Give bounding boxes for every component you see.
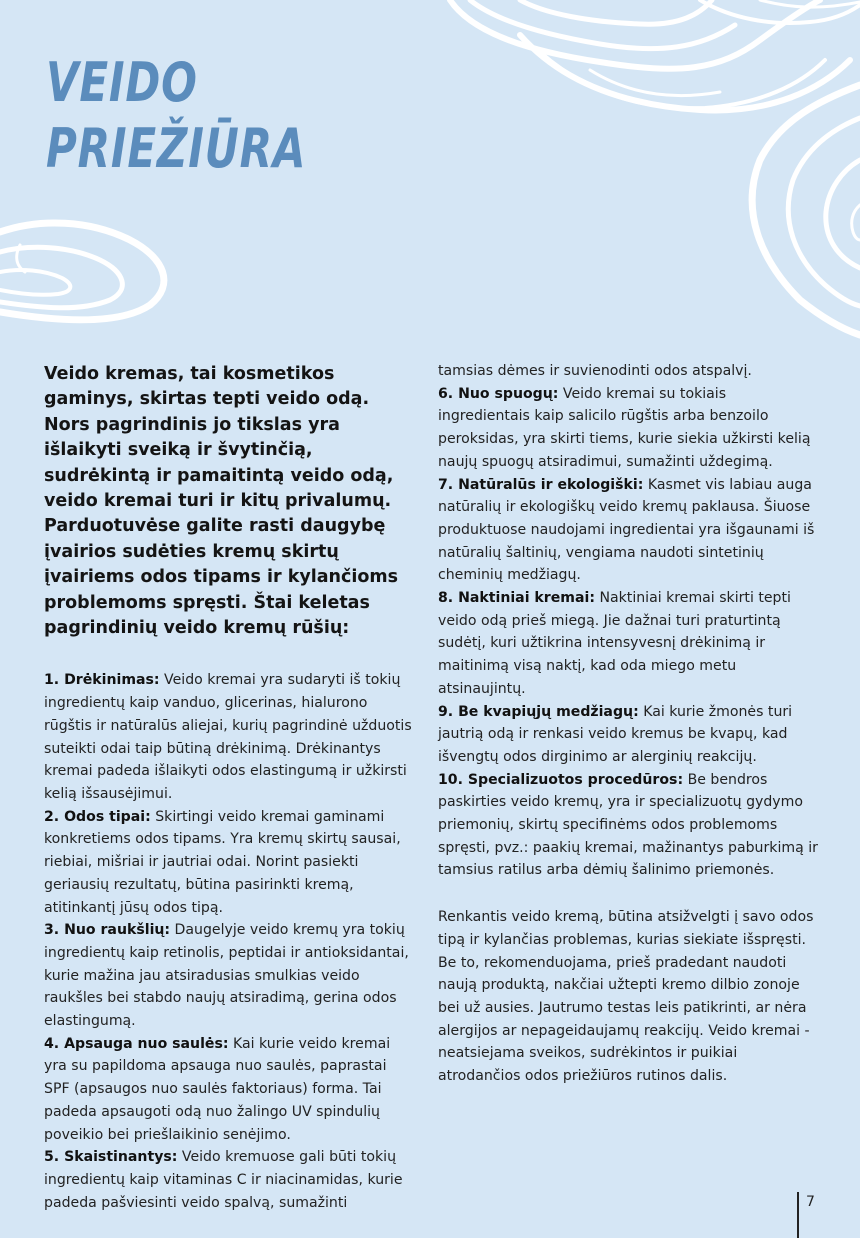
list-item-text: Daugelyje veido kremų yra tokių ingredientų kaip retinolis, peptidai ir antioksidantai, kurie mažina jau atsiradusias smulkias veido raukšles bei stabdo naujų atsiradimą, gerina odos elastingumą. bbox=[44, 922, 409, 1030]
page-number-divider bbox=[797, 1192, 799, 1238]
list-item-text: Veido kremai su tokiais ingredientais kaip salicilo rūgštis arba benzoilo peroksidas, yra skirti tiems, kurie siekia užkirsti kelią naujų spuogų atsiradimui, sumažinti uždegimą. bbox=[438, 385, 811, 470]
list-item bbox=[44, 1033, 416, 1147]
list-item-text: Kasmet vis labiau auga natūralių ir ekologiškų veido kremų paklausa. Šiuose produktuose naudojami ingredientai yra išgaunami iš natūralių šaltinių, vengiama naudoti sintetinių cheminių medžiagų. bbox=[438, 476, 815, 584]
list-item-text: Veido kremai yra sudaryti iš tokių ingredientų kaip vanduo, glicerinas, hialurono rūgštis ir natūralūs aliejai, kurių pagrindinė užduotis suteikti odai taip būtiną drėkinimą. Drėkinantys kremai padeda išlaikyti odos elastingumą ir užkirsti kelią išsausėjimui. bbox=[44, 672, 412, 802]
list-item-text: Veido kremuose gali būti tokių ingredientų kaip vitaminas C ir niacinamidas, kurie padeda pašviesinti veido spalvą, sumažinti bbox=[44, 1149, 403, 1211]
conclusion-paragraph: Renkantis veido kremą, būtina atsižvelgti į savo odos tipą ir kylančias problemas, kurias siekiate išspręsti. Be to, rekomenduojama, prieš pradedant naudoti naują produktą, nakčiai užtepti kremo dilbio zonoje bei už ausies. Jautrumo testas leis patikrinti, ar nėra alergijos ar nepageidaujamų reakcijų. Veido kremai - neatsiejama sveikos, sudrėkintos ir puikiai atrodančios odos priežiūros rutinos dalis. bbox=[438, 909, 814, 1085]
title-line-1: VEIDO bbox=[46, 51, 198, 114]
list-item-continuation: tamsias dėmes ir suvienodinti odos atspalvį. bbox=[438, 363, 752, 379]
list-item-text: Be bendros paskirties veido kremų, yra ir specializuotų gydymo priemonių, skirtų specifinėms odos problemoms spręsti, pvz.: paakių kremai, mažinantys paburkimą ir tamsius ratilus arba dėmių šalinimo priemonės. bbox=[438, 771, 818, 879]
title-line-2: PRIEŽIŪRA bbox=[46, 117, 307, 180]
list-item-text: Naktiniai kremai skirti tepti veido odą prieš miegą. Jie dažnai turi praturtintą sudėtį, kuri užtikrina intensyvesnį drėkinimą ir maitinimą visą naktį, kad oda miego metu atsinaujintų. bbox=[438, 590, 791, 697]
list-item-heading: 9. Be kvapiųjų medžiagų: bbox=[438, 703, 639, 720]
right-column bbox=[438, 360, 818, 1088]
list-item-heading: 8. Naktiniai kremai: bbox=[438, 590, 595, 607]
left-column bbox=[44, 362, 416, 1214]
list-item bbox=[44, 806, 416, 920]
list-item-text: Skirtingi veido kremai gaminami konkretiems odos tipams. Yra kremų skirtų sausai, riebiai, mišriai ir jautriai odai. Norint pasiekti geriausių rezultatų, būtina pasirinkti kremą, atitinkantį jūsų odos tipą. bbox=[44, 808, 401, 916]
list-item-heading: 3. Nuo raukšlių: bbox=[44, 922, 171, 939]
list-item bbox=[44, 669, 416, 805]
list-item bbox=[438, 769, 818, 883]
list-item-heading: 5. Skaistinantys: bbox=[44, 1149, 178, 1166]
list-item-heading: 4. Apsauga nuo saulės: bbox=[44, 1035, 229, 1052]
list-item bbox=[438, 383, 818, 474]
list-item-text: Kai kurie žmonės turi jautrią odą ir renkasi veido kremus be kvapų, kad išvengtų odos dirginimo ar alerginių reakcijų. bbox=[438, 703, 793, 765]
list-item-heading: 6. Nuo spuogų: bbox=[438, 385, 559, 402]
page-number: 7 bbox=[806, 1194, 815, 1210]
list-item-heading: 2. Odos tipai: bbox=[44, 808, 151, 825]
list-item bbox=[438, 474, 818, 588]
list-item bbox=[438, 701, 818, 769]
list-item-heading: 1. Drėkinimas: bbox=[44, 672, 160, 689]
list-item bbox=[44, 919, 416, 1033]
list-item-heading: 7. Natūralūs ir ekologiški: bbox=[438, 476, 644, 493]
list-item bbox=[438, 587, 818, 701]
page-title bbox=[46, 50, 306, 182]
list-item-text: Kai kurie veido kremai yra su papildoma apsauga nuo saulės, paprastai SPF (apsaugos nuo saulės faktoriaus) forma. Tai padeda apsaugoti odą nuo žalingo UV spindulių poveikio bei priešlaikinio senėjimo. bbox=[44, 1035, 391, 1143]
list-item bbox=[44, 1146, 416, 1214]
list-item-heading: 10. Specializuotos procedūros: bbox=[438, 771, 684, 788]
intro-paragraph: Veido kremas, tai kosmetikos gaminys, skirtas tepti veido odą. Nors pagrindinis jo tikslas yra išlaikyti sveiką ir švytinčią, sudrėkintą ir pamaitintą veido odą, veido kremai turi ir kitų privalumų. Parduotuvėse galite rasti daugybę įvairios sudėties kremų skirtų įvairiems odos tipams ir kylančioms problemoms spręsti. Štai keletas pagrindinių veido kremų rūšių: bbox=[44, 364, 399, 639]
